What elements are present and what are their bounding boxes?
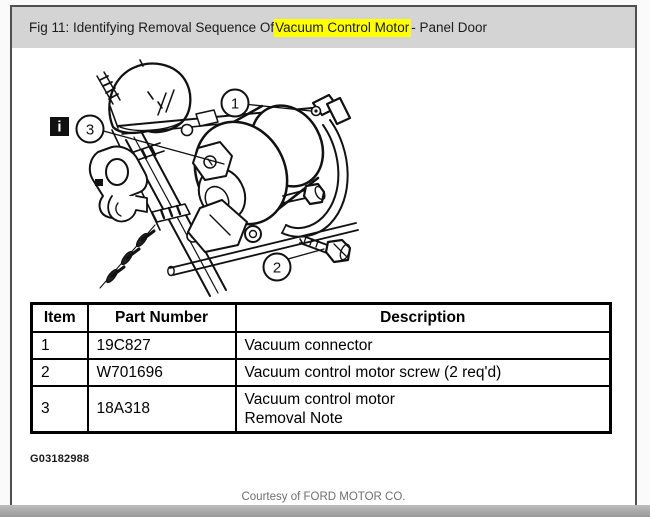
mounting-studs (100, 225, 155, 288)
pivot-bolt (245, 226, 261, 242)
vacuum-control-motor-diagram (40, 58, 362, 302)
removed-screw (300, 236, 351, 262)
window-bottom-edge (0, 505, 650, 517)
cell-item: 1 (32, 332, 88, 359)
figure-title-prefix: Fig 11: Identifying Removal Sequence Of (29, 20, 275, 35)
callout-1 (222, 90, 249, 117)
callout-2-label: 2 (272, 259, 282, 277)
document-viewer-panel (10, 5, 637, 507)
info-icon-glyph: i (57, 118, 62, 136)
parts-table-header-row (32, 304, 611, 332)
table-row (32, 332, 611, 359)
description-line-1: Vacuum control motor (244, 390, 395, 408)
cell-part-number: 18A318 (88, 386, 236, 433)
cell-description: Vacuum control motor screw (2 req'd) (236, 359, 611, 386)
col-header-description: Description (236, 304, 611, 332)
heater-case-outline (109, 60, 190, 133)
cell-description (236, 386, 611, 433)
cell-item: 2 (32, 359, 88, 386)
panel-nut-hole (182, 125, 193, 136)
mount-bracket (90, 147, 147, 222)
search-highlight: Vacuum Control Motor (275, 19, 410, 35)
cell-part-number: W701696 (88, 359, 236, 386)
courtesy-credit: Courtesy of FORD MOTOR CO. (241, 491, 406, 503)
cell-part-number: 19C827 (88, 332, 236, 359)
callout-1-label: 1 (230, 95, 240, 113)
table-row (32, 359, 611, 386)
cell-item: 3 (32, 386, 88, 433)
bracket-hole (106, 159, 128, 185)
callout-3 (77, 116, 104, 143)
col-header-part-number: Part Number (88, 304, 236, 332)
bracket-pin (95, 179, 103, 186)
figure-id-code: G03182988 (30, 453, 90, 465)
table-row (32, 386, 611, 433)
description-line-2: Removal Note (244, 409, 343, 427)
figure-title-suffix: - Panel Door (411, 20, 487, 35)
figure-title-bar (12, 7, 635, 48)
info-icon (50, 117, 69, 136)
cell-description: Vacuum connector (236, 332, 611, 359)
col-header-item: Item (32, 304, 88, 332)
callout-3-label: 3 (85, 121, 95, 139)
callout-2 (264, 254, 291, 281)
parts-table (30, 302, 612, 434)
